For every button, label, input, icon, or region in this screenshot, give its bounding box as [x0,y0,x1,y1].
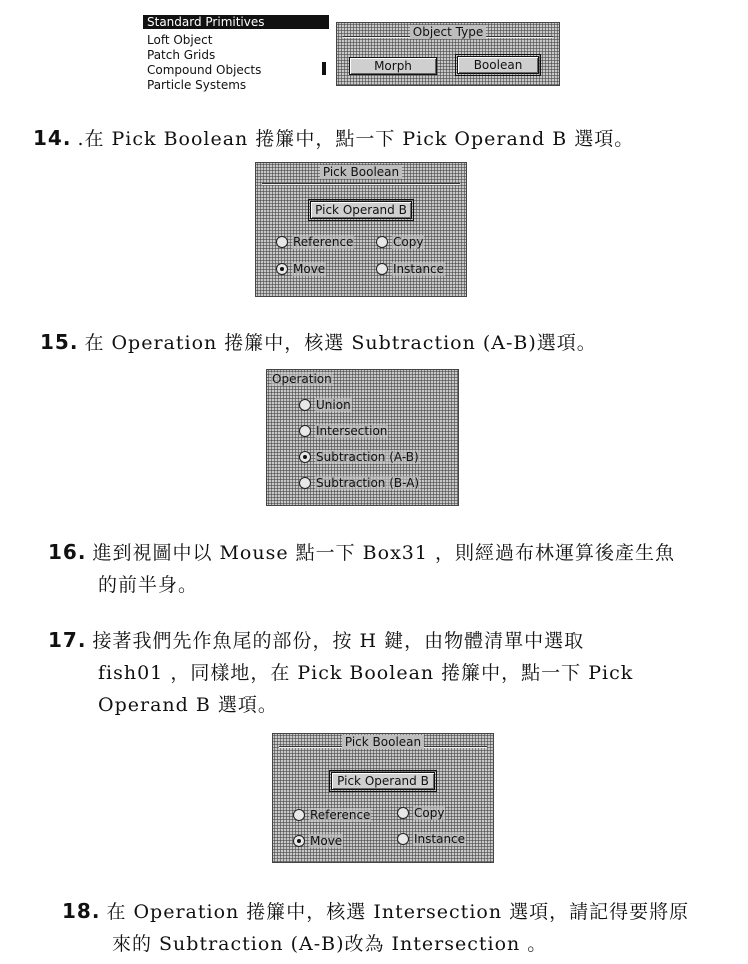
radio-icon [299,399,311,411]
panel-separator [262,183,460,185]
step-18: 18. 在 Operation 捲簾中，核選 Intersection 選項，請記得要將原 來的 Subtraction (A-B)改為 Intersection 。 [62,899,690,955]
step-14: 14. .在 Pick Boolean 捲簾中，點一下 Pick Operand B 選項。 [33,126,635,150]
step-15: 15. 在 Operation 捲簾中，核選 Subtraction (A-B)選項。 [40,330,597,354]
step-16: 16. 進到視圖中以 Mouse 點一下 Box31 ，則經過布林運算後產生魚 的前半身。 [48,540,676,596]
subtraction-b-a-radio[interactable]: Subtraction (B-A) [299,476,420,490]
copy-radio[interactable]: Copy [376,235,424,249]
radio-icon [376,263,388,275]
copy-radio[interactable]: Copy [397,806,445,820]
pick-boolean-title: Pick Boolean [256,165,466,179]
radio-icon [299,477,311,489]
radio-selected-icon [299,451,311,463]
step-17: 17. 接著我們先作魚尾的部份，按 H 鍵，由物體清單中選取 fish01 ，同樣地，在 Pick Boolean 捲簾中，點一下 Pick Operand B 選項。 [48,628,634,716]
list-item[interactable]: Patch Grids [147,48,216,62]
radio-icon [276,236,288,248]
boolean-button[interactable]: Boolean [457,56,539,74]
radio-icon [397,807,409,819]
object-category-list[interactable] [143,15,327,97]
radio-selected-icon [293,835,305,847]
pick-operand-b-button[interactable]: Pick Operand B [331,772,435,790]
move-radio[interactable]: Move [293,834,343,848]
list-item[interactable]: Standard Primitives [143,15,329,29]
pick-boolean-panel [272,733,494,863]
operation-panel [266,369,459,506]
list-item[interactable]: Particle Systems [147,78,247,92]
pick-boolean-title: Pick Boolean [273,735,493,749]
subtraction-a-b-radio[interactable]: Subtraction (A-B) [299,450,420,464]
move-radio[interactable]: Move [276,262,326,276]
intersection-radio[interactable]: Intersection [299,424,388,438]
radio-selected-icon [276,263,288,275]
reference-radio[interactable]: Reference [293,808,371,822]
union-radio[interactable]: Union [299,398,352,412]
object-type-panel [336,22,560,86]
radio-icon [376,236,388,248]
morph-button[interactable]: Morph [349,57,437,75]
pick-boolean-panel [255,162,467,297]
list-item[interactable]: Loft Object [147,33,213,47]
reference-radio[interactable]: Reference [276,235,354,249]
instance-radio[interactable]: Instance [376,262,445,276]
radio-icon [299,425,311,437]
radio-icon [293,809,305,821]
radio-icon [397,833,409,845]
pick-operand-b-button[interactable]: Pick Operand B [310,201,412,219]
object-type-title: Object Type [337,25,559,39]
instance-radio[interactable]: Instance [397,832,466,846]
operation-title: Operation [272,372,332,386]
list-item[interactable]: Compound Objects [147,63,262,77]
scrollbar-thumb[interactable] [322,62,326,75]
